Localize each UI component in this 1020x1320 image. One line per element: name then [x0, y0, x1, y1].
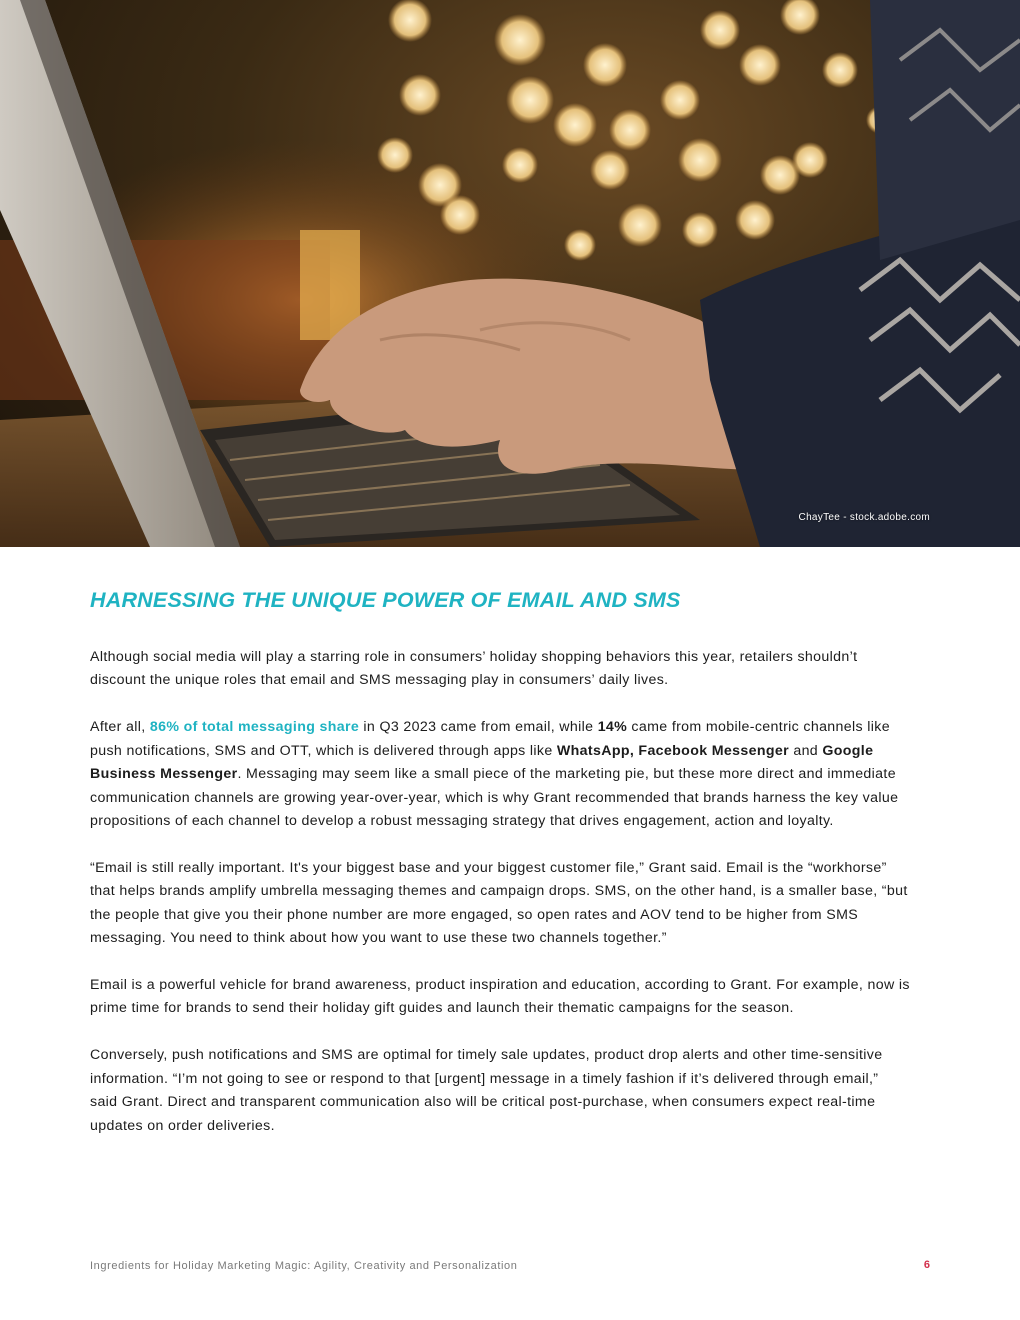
- paragraph-3: “Email is still really important. It's your biggest base and your biggest customer file,” Grant said. Email is the “workhorse” that helps brands amplify umbrella messaging themes and campaign drops. SMS, on the other hand, is a smaller base, “but the people that give you their phone number are more engaged, so open rates and AOV tend to be higher from SMS messaging. You need to think about how you want to use these two channels together.”: [90, 859, 908, 947]
- p2-text-c: came from mobile-centric channels like push notifications, SMS and OTT, which is delivered through apps like: [90, 719, 890, 759]
- paragraph-1: Although social media will play a starring role in consumers’ holiday shopping behaviors this year, retailers shouldn’t discount the unique roles that email and SMS messaging play in consumers’ daily lives.: [90, 649, 858, 689]
- apps-bold: WhatsApp, Facebook Messenger: [556, 742, 790, 759]
- p2-text-d: and: [789, 742, 823, 759]
- bokeh-lights: [377, 0, 894, 261]
- photo-credit: ChayTee - stock.adobe.com: [798, 512, 930, 523]
- mobile-share-pct: 14%: [597, 719, 628, 736]
- p2-text-b: in Q3 2023 came from email, while: [359, 719, 598, 736]
- page-number: 6: [923, 1259, 930, 1271]
- section-heading: HARNESSING THE UNIQUE POWER OF EMAIL AND SMS: [90, 588, 681, 612]
- paragraph-5: Conversely, push notifications and SMS are optimal for timely sale updates, product drop alerts and other time-sensitive information. “I’m not going to see or respond to that [urgent] message in a timely fashion if it’s delivered through email,” said Grant. Direct and transparent communication also will be critical post-purchase, when consumers expect real-time updates on order deliveries.: [90, 1047, 883, 1134]
- messaging-share-link[interactable]: 86% of total messaging share: [149, 719, 360, 736]
- p2-text-e: . Messaging may seem like a small piece of the marketing pie, but these more direct and immediate communication channels are growing year-over-year, which is why Grant recommended that brands harness the key value propositions of each channel to develop a robust messaging strategy that drives engagement, action and loyalty.: [90, 766, 899, 829]
- hero-photo: [0, 0, 1020, 547]
- hero-illustration: [0, 0, 1020, 547]
- footer-title: Ingredients for Holiday Marketing Magic: Agility, Creativity and Personalization: [90, 1260, 518, 1272]
- p2-text-a: After all,: [90, 719, 150, 736]
- gbm-bold: Google Business Messenger: [90, 742, 874, 783]
- article-body: [90, 646, 910, 1161]
- paragraph-4: Email is a powerful vehicle for brand awareness, product inspiration and education, according to Grant. For example, now is prime time for brands to send their holiday gift guides and launch their thematic campaigns for the season.: [90, 976, 910, 1017]
- paragraph-2: [90, 716, 910, 833]
